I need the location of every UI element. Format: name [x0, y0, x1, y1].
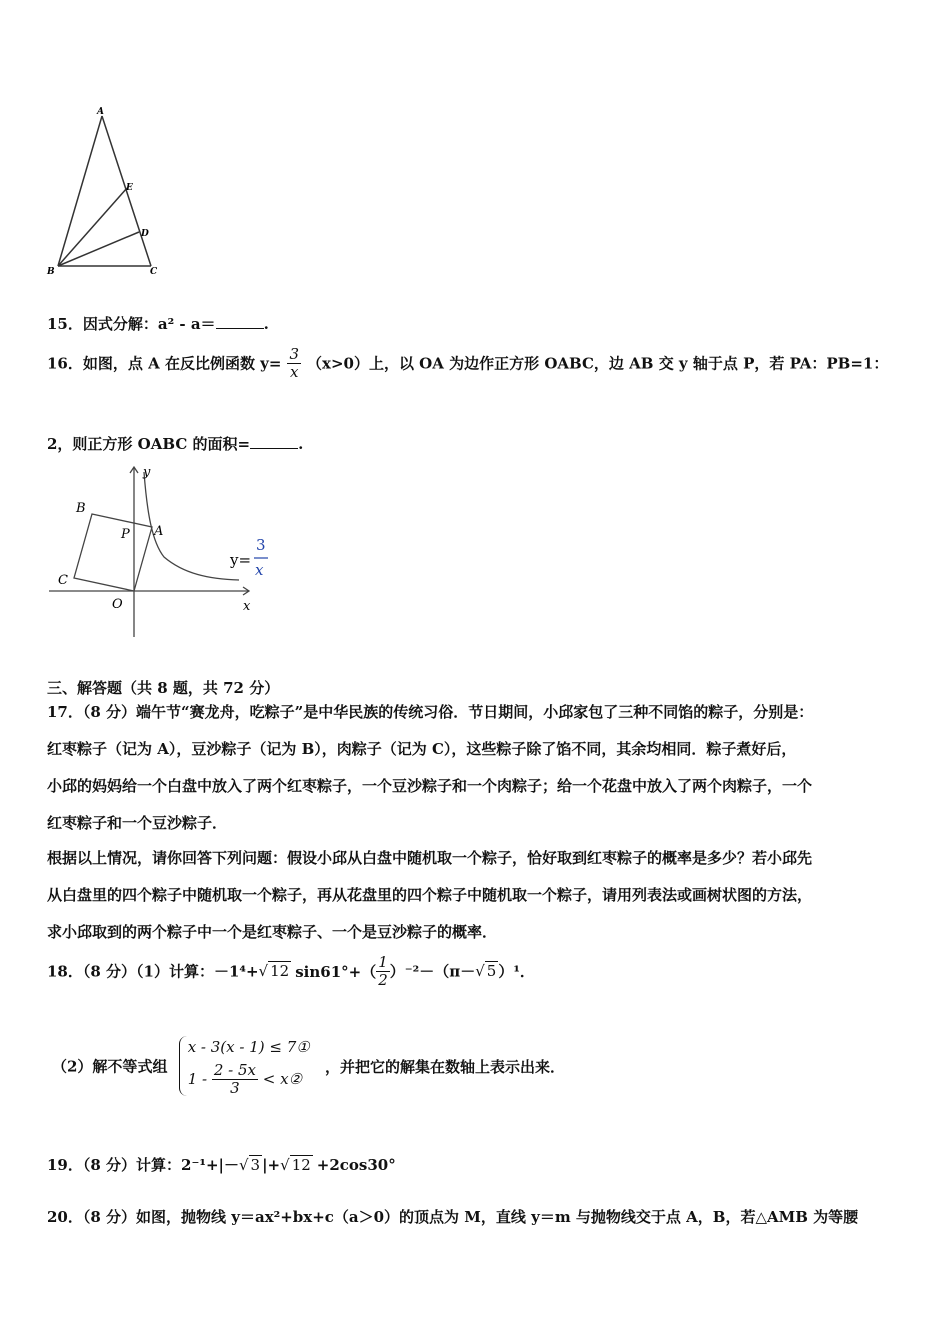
q17-line-3: 小邱的妈妈给一个白盘中放入了两个红枣粽子，一个豆沙粽子和一个肉粽子；给一个花盘中放入了两个肉粽子，一个	[47, 777, 813, 795]
inequality-2	[188, 1062, 310, 1096]
q18-post: ）⁻²－（π－	[389, 962, 476, 981]
frac-num: 1	[378, 953, 388, 971]
q18-pre: 18．（8 分）（1）计算：－1⁴+	[47, 962, 259, 981]
sqrt-12-radicand: 12	[291, 1156, 311, 1174]
q17-line-6: 从白盘里的四个粽子中随机取一个粽子，再从花盘里的四个粽子中随机取一个粽子，请用列表法或画树状图的方法，	[47, 886, 813, 904]
fraction-3-over-x	[287, 346, 301, 380]
inequality-1: x - 3(x - 1) ≤ 7①	[187, 1038, 310, 1056]
question-18-part1	[47, 954, 535, 988]
question-19	[47, 1154, 396, 1175]
fraction-2-5x-over-3	[212, 1062, 258, 1096]
sqrt-12-radicand: 12	[270, 962, 290, 980]
q17-line-2: 红枣粽子（记为 A），豆沙粽子（记为 B），肉粽子（记为 C），这些粽子除了馅不同，其余均相同．粽子煮好后，	[47, 740, 797, 758]
q19-post: +2cos30°	[316, 1156, 396, 1174]
q17-line-4: 红枣粽子和一个豆沙粽子．	[47, 814, 228, 832]
q16-text-post: （x>0）上，以 OA 为边作正方形 OABC，边 AB 交 y 轴于点 P，若 PA：PB=1：	[307, 354, 889, 373]
hyperbola-square-figure	[44, 462, 284, 642]
q15-end: .	[263, 315, 269, 333]
question-16-line2	[47, 433, 303, 454]
q17-line-7: 求小邱取到的两个粽子中一个是红枣粽子、一个是豆沙粽子的概率．	[47, 923, 498, 941]
equation-lhs: y=	[230, 551, 252, 569]
question-18-part2	[52, 1036, 565, 1096]
q16-text-line2: 2，则正方形 OABC 的面积=	[47, 435, 251, 453]
frac-num: 2 - 5x	[213, 1061, 257, 1079]
question-15	[47, 313, 269, 334]
sqrt-3: √ 3	[238, 1156, 261, 1174]
equation-num: 3	[256, 536, 266, 554]
label-c: C	[150, 267, 158, 277]
answer-blank[interactable]	[216, 316, 264, 329]
sqrt-12: √ 12	[280, 1156, 311, 1174]
sqrt-5: √ 5	[475, 962, 497, 980]
question-20: 20．（8 分）如图，抛物线 y＝ax²+bx+c（a＞0）的顶点为 M，直线 y＝m 与抛物线交于点 A，B，若△AMB 为等腰	[47, 1208, 859, 1226]
question-16-line1	[47, 346, 888, 380]
q15-text: 15．因式分解：a² - a＝	[47, 315, 216, 333]
label-c: C	[58, 573, 68, 588]
sqrt-12: √ 12	[258, 962, 290, 980]
q16-text-pre: 16．如图，点 A 在反比例函数 y=	[47, 354, 282, 373]
equation-den: x	[255, 561, 264, 579]
label-b: B	[76, 501, 86, 516]
label-b: B	[47, 267, 55, 277]
q18-mid: sin61°+（	[295, 962, 377, 981]
answer-blank[interactable]	[250, 436, 298, 449]
ineq2-post: < x②	[262, 1070, 303, 1088]
q16-end: .	[298, 435, 304, 453]
q19-pre: 19．（8 分）计算：2⁻¹+|－	[47, 1156, 239, 1174]
frac-num: 3	[289, 345, 300, 363]
label-p: P	[121, 527, 130, 542]
q18-part2-post: ，并把它的解集在数轴上表示出来．	[324, 1057, 565, 1076]
sqrt-5-radicand: 5	[486, 962, 497, 980]
label-y: y	[143, 465, 151, 480]
inequality-system	[179, 1036, 310, 1096]
q18-end: ）¹．	[498, 962, 535, 981]
triangle-figure	[40, 100, 170, 280]
q19-mid: |+	[262, 1156, 281, 1174]
label-e: E	[126, 183, 133, 193]
section-title: 三、解答题（共 8 题，共 72 分）	[47, 679, 280, 697]
q18-part2-label: （2）解不等式组	[52, 1057, 168, 1076]
sqrt-3-radicand: 3	[250, 1156, 261, 1174]
fraction-1-over-2	[376, 954, 390, 988]
label-a: A	[97, 107, 104, 117]
q17-line-1: 17．（8 分）端午节“赛龙舟，吃粽子”是中华民族的传统习俗．节日期间，小邱家包了三种不同馅的粽子，分别是：	[47, 703, 814, 721]
frac-den: x	[287, 363, 301, 381]
label-o: O	[112, 597, 123, 612]
label-d: D	[141, 229, 149, 239]
label-x: x	[243, 599, 251, 614]
q17-line-5: 根据以上情况，请你回答下列问题：假设小邱从白盘中随机取一个粽子，恰好取到红枣粽子的概率是多少？若小邱先	[47, 849, 813, 867]
label-a: A	[154, 524, 164, 539]
ineq2-pre: 1 -	[187, 1070, 208, 1088]
frac-den: 3	[212, 1079, 258, 1097]
frac-den: 2	[378, 970, 388, 989]
